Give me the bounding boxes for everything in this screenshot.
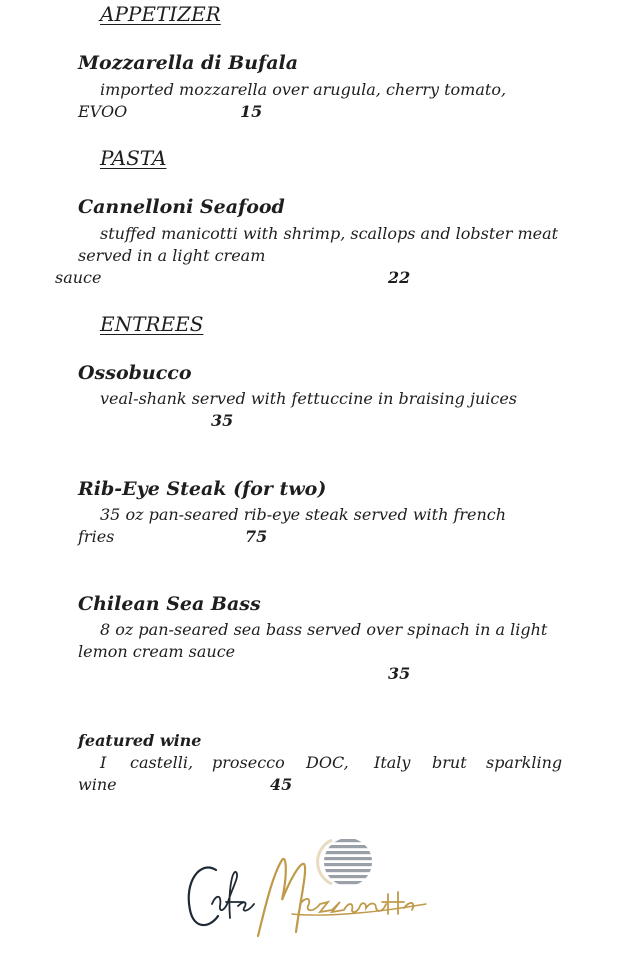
pasta-heading: PASTA [100, 146, 167, 170]
item-name-ossobucco: Ossobucco [78, 362, 192, 384]
wine-word-5: Italy [374, 753, 411, 772]
logo-script-icon [189, 859, 426, 936]
item-desc-ribeye-line1: 35 oz pan-seared rib-eye steak served with french [100, 505, 507, 524]
wine-word-1: I [100, 753, 107, 772]
featured-wine-label: featured wine [78, 731, 202, 750]
item-name-seabass: Chilean Sea Bass [78, 593, 261, 615]
wine-word-3: prosecco [212, 753, 285, 772]
item-desc-cannelloni-line3: sauce [55, 268, 102, 287]
wine-word-2: castelli, [130, 753, 194, 772]
moon-emblem-icon [320, 839, 376, 884]
item-price-ossobucco: 35 [211, 411, 234, 430]
wine-price: 45 [270, 775, 293, 794]
wine-word-7: sparkling [486, 753, 563, 772]
item-desc-cannelloni-line1: stuffed manicotti with shrimp, scallops and lobster meat [100, 224, 559, 243]
wine-word-4: DOC, [306, 753, 349, 772]
appetizer-heading: APPETIZER [100, 2, 221, 26]
item-price-mozzarella: 15 [240, 102, 263, 121]
item-desc-ribeye-line2: fries [78, 527, 115, 546]
item-desc-ossobucco: veal-shank served with fettuccine in braising juices [100, 389, 517, 408]
item-desc-seabass-line2: lemon cream sauce [78, 642, 236, 661]
item-name-ribeye: Rib-Eye Steak (for two) [78, 478, 327, 500]
item-desc-cannelloni-line2: served in a light cream [78, 246, 266, 265]
item-desc-mozzarella-line1: imported mozzarella over arugula, cherry tomato, [100, 80, 507, 99]
item-price-cannelloni: 22 [388, 268, 411, 287]
item-price-seabass: 35 [388, 664, 411, 683]
wine-word-6: brut [432, 753, 467, 772]
cafe-mezzanotte-logo [182, 832, 432, 952]
item-price-ribeye: 75 [245, 527, 268, 546]
item-name-cannelloni: Cannelloni Seafood [78, 196, 285, 218]
wine-line2: wine [78, 775, 117, 794]
item-name-mozzarella: Mozzarella di Bufala [78, 52, 299, 74]
item-desc-mozzarella-line2: EVOO [78, 102, 128, 121]
item-desc-seabass-line1: 8 oz pan-seared sea bass served over spinach in a light [100, 620, 548, 639]
entrees-heading: ENTREES [100, 312, 204, 336]
